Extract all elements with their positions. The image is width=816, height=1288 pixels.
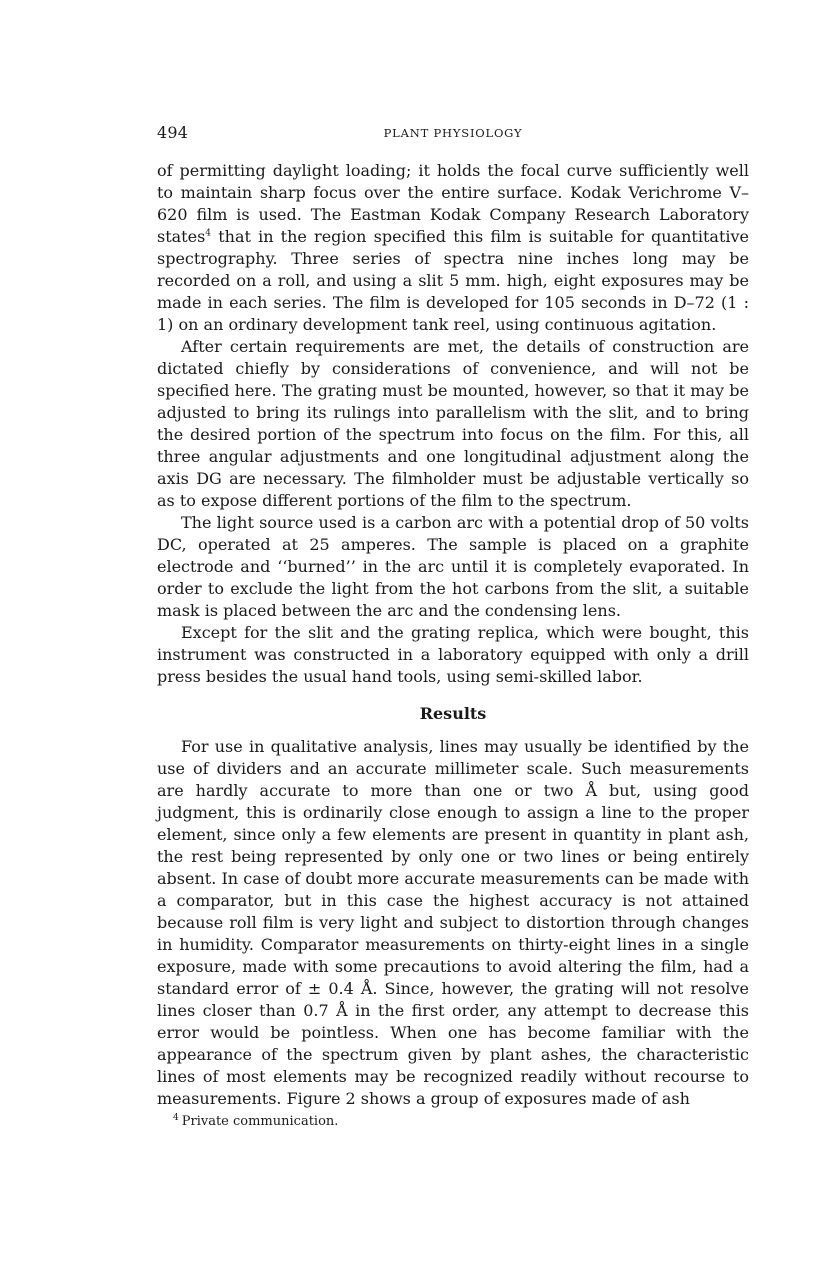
footnote-reference: 4	[205, 228, 212, 239]
section-heading: Results	[419, 704, 487, 723]
paragraph-construction: After certain requirements are met, the details of construction are dictated chiefly by considerations of convenience, and will not be specified here. The grating must be mounted, however, so that it may be adjusted to bring its rulings into parallelism with the slit, and to bring the desired portion of the spectrum into focus on the film. For this, all three angular adjustments and one longitudinal adjustment along the axis DG are necessary. The filmholder must be adjustable vertically so as to expose different portions of the film to the spectrum.	[157, 337, 749, 510]
footnote-text: Private communication.	[181, 1114, 339, 1129]
page-header	[157, 123, 749, 145]
paragraph-light-source: The light source used is a carbon arc with a potential drop of 50 volts DC, operated at 25 amperes. The sample is placed on a graphite electrode and ‘‘burned’’ in the arc until it is completely evaporated. In order to exclude the light from the hot carbons from the slit, a suitable mask is placed between the arc and the condensing lens.	[157, 513, 749, 620]
paragraph-results: For use in qualitative analysis, lines may usually be identified by the use of dividers and an accurate millimeter scale. Such measurements are hardly accurate to more than one or two Å but, using good judgment, this is ordinarily close enough to assign a line to the proper element, since only a few elements are present in quantity in plant ash, the rest being represented by only one or two lines or being entirely absent. In case of doubt more accurate measurements can be made with a comparator, but in this case the highest accuracy is not attained because roll film is very light and subject to distortion through changes in humidity. Comparator measurements on thirty-eight lines in a single exposure, made with some precautions to avoid altering the film, had a standard error of ± 0.4 Å. Since, however, the grating will not resolve lines closer than 0.7 Å in the first order, any attempt to decrease this error would be pointless. When one has become familiar with the appearance of the spectrum given by plant ashes, the characteristic lines of most elements may be recognized readily without recourse to measurements. Figure 2 shows a group of exposures made of ash	[157, 737, 749, 1108]
body-text	[157, 160, 749, 1130]
paragraph-instrument: Except for the slit and the grating replica, which were bought, this instrument was constructed in a laboratory equipped with only a drill press besides the usual hand tools, using semi-skilled labor.	[157, 623, 749, 686]
footnote	[157, 1113, 749, 1130]
running-head: PLANT PHYSIOLOGY	[383, 126, 523, 140]
paragraph-text-continued: that in the region specified this film is suitable for quantitative spectrography. Three series of spectra nine inches long may be recorded on a roll, and using a slit 5 mm. high, eight exposures may be made in each series. The film is developed for 105 seconds in D–72 (1 : 1) on an ordinary development tank reel, using continuous agitation.	[157, 227, 749, 334]
footnote-mark: 4	[173, 1112, 179, 1123]
paragraph-text: of permitting daylight loading; it holds the focal curve sufficiently well to maintain sharp focus over the entire surface. Kodak Verichrome V–620 film is used. The Eastman Kodak Company Research Laboratory states	[157, 161, 749, 246]
page-number: 494	[157, 123, 189, 142]
paragraph-continuation	[157, 160, 749, 336]
